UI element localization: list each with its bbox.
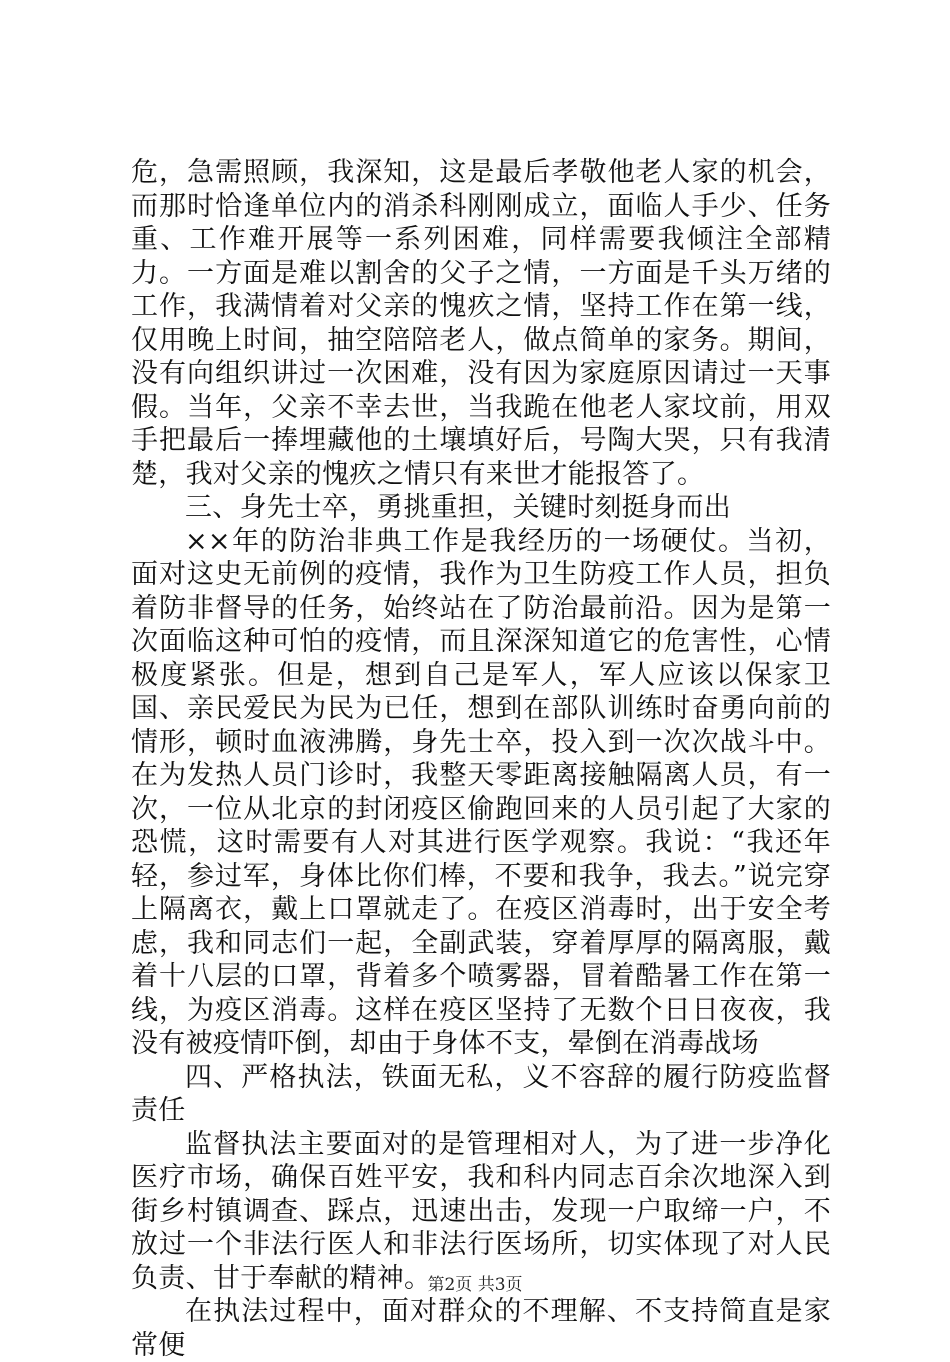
section-heading-4: 四、严格执法，铁面无私，义不容辞的履行防疫监督责任 [131,1061,831,1126]
paragraph-sars: ××年的防治非典工作是我经历的一场硬仗。当初，面对这史无前例的疫情，我作为卫生防疫工作人员，担负着防非督导的任务，始终站在了防治最前沿。因为是第一次面临这种可怕的疫情，而且深深知道它的危害性，心情极度紧张。但是，想到自己是军人，军人应该以保家卫国、亲民爱民为民为已任，想到在部队训练时奋勇向前的情形，顿时血液沸腾，身先士卒，投入到一次次战斗中。在为发热人员门诊时，我整天零距离接触隔离人员，有一次，一位从北京的封闭疫区偷跑回来的人员引起了大家的恐慌，这时需要有人对其进行医学观察。我说：“我还年轻，参过军，身体比你们棒，不要和我争，我去。”说完穿上隔离衣，戴上口罩就走了。在疫区消毒时，出于安全考虑，我和同志们一起，全副武装，穿着厚厚的隔离服，戴着十八层的口罩，背着多个喷雾器，冒着酷暑工作在第一线，为疫区消毒。这样在疫区坚持了无数个日日夜夜，我没有被疫情吓倒，却由于身体不支，晕倒在消毒战场 [131,525,831,1059]
paragraph-enforcement: 在执法过程中，面对群众的不理解、不支持简直是家常便 [131,1296,831,1361]
paragraph-continuation: 危，急需照顾，我深知，这是最后孝敬他老人家的机会，而那时恰逢单位内的消杀科刚刚成立，面临人手少、任务重、工作难开展等一系列困难，同样需要我倾注全部精力。一方面是难以割舍的父子之情，一方面是千头万绪的工作，我满情着对父亲的愧疚之情，坚持工作在第一线，仅用晚上时间，抽空陪陪老人，做点简单的家务。期间，没有向组织讲过一次困难，没有因为家庭原因请过一天事假。当年，父亲不幸去世，当我跪在他老人家坟前，用双手把最后一捧埋藏他的土壤填好后，号陶大哭，只有我清楚，我对父亲的愧疚之情只有来世才能报答了。 [131,157,831,490]
document-body [131,156,831,1362]
section-heading-3: 三、身先士卒，勇挑重担，关键时刻挺身而出 [185,492,731,523]
page-footer: 第2页 共3页 [427,1275,523,1295]
paragraph-supervision: 监督执法主要面对的是管理相对人，为了进一步净化医疗市场，确保百姓平安，我和科内同志百余次地深入到街乡村镇调查、踩点，迅速出击，发现一户取缔一户，不放过一个非法行医人和非法行医场所，切实体现了对人民负责、甘于奉献的精神。 [131,1128,831,1294]
